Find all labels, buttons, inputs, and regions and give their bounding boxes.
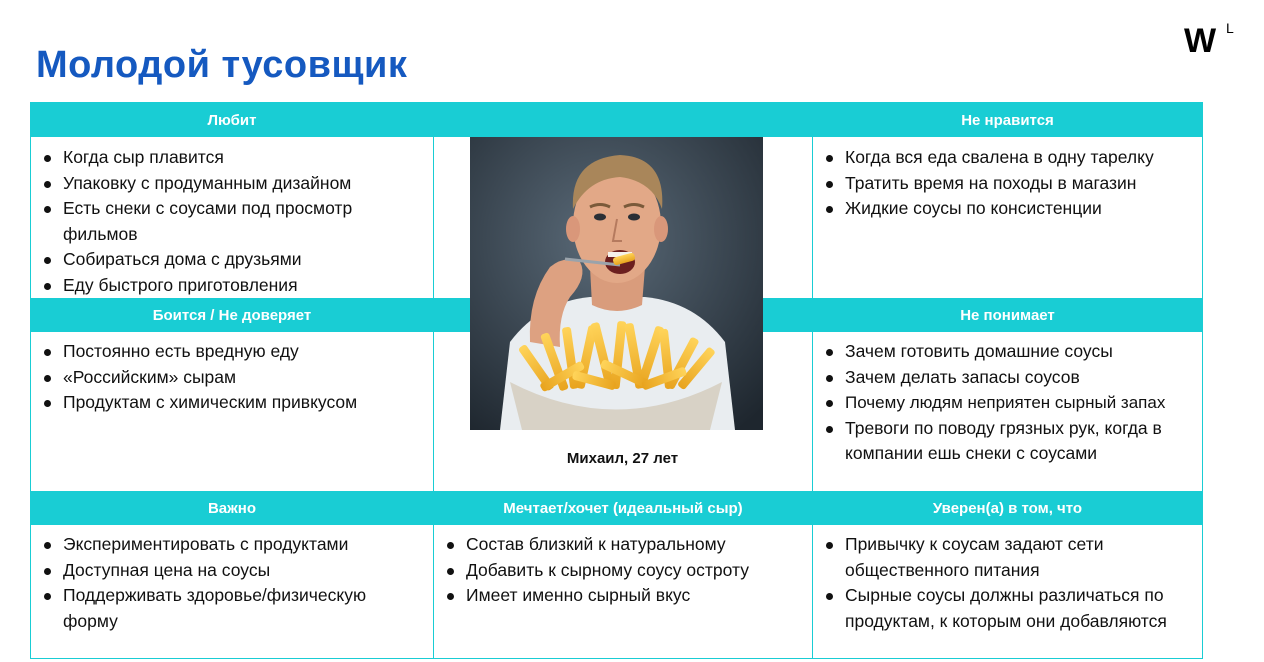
list-item: «Российским» сырам	[41, 365, 433, 391]
list-item: Привычку к соусам задают сети общественного питания	[823, 532, 1202, 583]
dreams-list-cell	[434, 532, 812, 609]
logo-mark: W	[1184, 22, 1217, 60]
list-item: Тревоги по поводу грязных рук, когда в компании ешь снеки с соусами	[823, 416, 1202, 467]
list-item: Продуктам с химическим привкусом	[41, 390, 433, 416]
list-item: Постоянно есть вредную еду	[41, 339, 433, 365]
list-item: Собираться дома с друзьями	[41, 247, 433, 273]
header-dislikes: Не нравится	[961, 111, 1054, 129]
list-item: Зачем делать запасы соусов	[823, 365, 1202, 391]
persona-illustration	[470, 137, 763, 430]
list-item: Сырные соусы должны различаться по продуктам, к которым они добавляются	[823, 583, 1202, 634]
header-believes: Уверен(а) в том, что	[813, 491, 1202, 525]
persona-photo	[470, 137, 763, 430]
header-dreams: Мечтает/хочет (идеальный сыр)	[434, 491, 812, 525]
list-item: Доступная цена на соусы	[41, 558, 433, 584]
list-item: Экспериментировать с продуктами	[41, 532, 433, 558]
header-important: Важно	[31, 491, 433, 525]
likes-list	[41, 145, 433, 298]
list-item: Тратить время на походы в магазин	[823, 171, 1202, 197]
header-fears: Боится / Не доверяет	[31, 298, 433, 332]
fears-list	[41, 339, 433, 416]
dreams-list	[444, 532, 812, 609]
list-item: Упаковку с продуманным дизайном	[41, 171, 433, 197]
list-item: Поддерживать здоровье/физическую форму	[41, 583, 433, 634]
dislikes-list-cell	[813, 145, 1202, 222]
persona-caption: Михаил, 27 лет	[566, 450, 679, 467]
dislikes-list	[823, 145, 1202, 222]
fears-list-cell	[31, 339, 433, 416]
list-item: Почему людям неприятен сырный запах	[823, 390, 1202, 416]
list-item: Когда вся еда свалена в одну тарелку	[823, 145, 1202, 171]
list-item: Когда сыр плавится	[41, 145, 433, 171]
list-item: Добавить к сырному соусу остроту	[444, 558, 812, 584]
list-item: Состав близкий к натуральному	[444, 532, 812, 558]
believes-list-cell	[813, 532, 1202, 634]
important-list-cell	[31, 532, 433, 634]
list-item: Зачем готовить домашние соусы	[823, 339, 1202, 365]
list-item: Есть снеки с соусами под просмотр фильмов	[41, 196, 433, 247]
brand-logo	[1184, 20, 1240, 60]
likes-list-cell	[31, 145, 433, 298]
logo-superscript: L	[1226, 20, 1234, 36]
page-title: Молодой тусовщик	[36, 44, 408, 86]
important-list	[41, 532, 433, 634]
header-likes: Любит	[207, 111, 257, 129]
list-item: Еду быстрого приготовления	[41, 273, 433, 299]
believes-list	[823, 532, 1202, 634]
list-item: Имеет именно сырный вкус	[444, 583, 812, 609]
not-understand-list	[823, 339, 1202, 467]
list-item: Жидкие соусы по консистенции	[823, 196, 1202, 222]
not-understand-list-cell	[813, 339, 1202, 467]
header-not-understand: Не понимает	[813, 298, 1202, 332]
